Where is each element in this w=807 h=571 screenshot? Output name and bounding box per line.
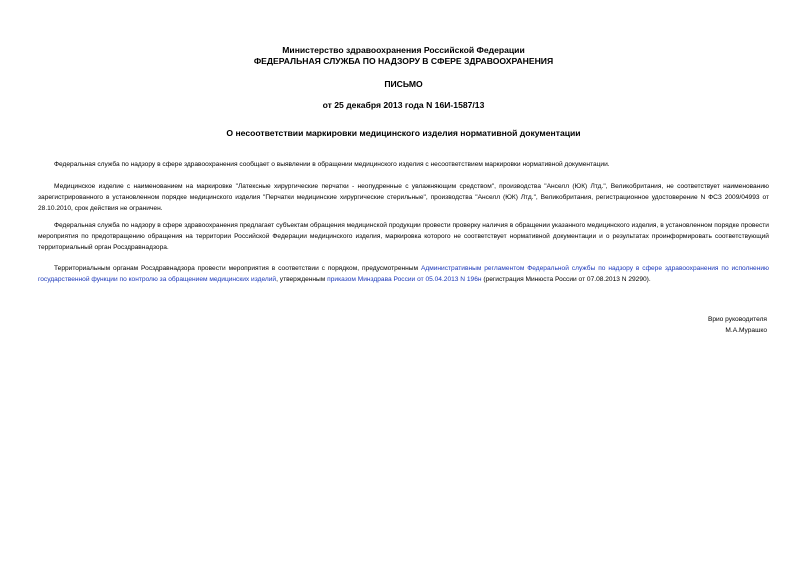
paragraph-4-text-after: (регистрация Минюста России от 07.08.2013 N 29290).: [481, 276, 651, 283]
signature-title: Врио руководителя: [707, 316, 767, 323]
paragraph-4: [38, 263, 769, 285]
paragraph-2: Медицинское изделие с наименованием на маркировке "Латексные хирургические перчатки - неопудренные с увлажняющим средством", производства "Анселл (ЮК) Лтд.", Великобритания, не соответствует наименованию зарегистрированного в установленном порядке медицинского изделия "Перчатки медицинские хирургические стерильные", производства "Анселл (ЮК) Лтд.", Великобритания, регистрационное удостоверение N ФСЗ 2009/04993 от 28.10.2010, срок действия не ограничен.: [38, 183, 769, 212]
signature-name: М.А.Мурашко: [725, 327, 767, 334]
order-link[interactable]: приказом Минздрава России от 05.04.2013 N 196н: [327, 276, 482, 283]
document-type: ПИСЬМО: [384, 79, 423, 89]
paragraph-1: Федеральная служба по надзору в сфере здравоохранения сообщает о выявлении в обращении медицинского изделия с несоответствием маркировки нормативной документации.: [54, 161, 610, 168]
document-subject: О несоответствии маркировки медицинского изделия нормативной документации: [226, 128, 581, 138]
paragraph-4-text-before: Территориальным органам Росздравнадзора провести мероприятия в соответствии с порядком, предусмотренным: [54, 265, 421, 272]
service-name: ФЕДЕРАЛЬНАЯ СЛУЖБА ПО НАДЗОРУ В СФЕРЕ ЗДРАВООХРАНЕНИЯ: [253, 56, 554, 66]
document-date-number: от 25 декабря 2013 года N 16И-1587/13: [322, 100, 485, 110]
paragraph-4-text-middle: , утвержденным: [276, 276, 328, 283]
regulation-link[interactable]: Административным регламентом Федеральной службы по надзору в сфере здравоохранения по исполнению государственной функции по контролю за обращением медицинских изделий: [38, 265, 769, 283]
paragraph-3: Федеральная служба по надзору в сфере здравоохранения предлагает субъектам обращения медицинской продукции провести проверку наличия в обращении указанного медицинского изделия, в установленном порядке провести мероприятия по предотвращению обращения на территории Российской Федерации медицинского изделия, маркировка которого не соответствует нормативной документации и о результатах проинформировать соответствующий территориальный орган Росздравнадзора.: [38, 222, 769, 251]
ministry-name: Министерство здравоохранения Российской Федерации: [282, 45, 525, 55]
